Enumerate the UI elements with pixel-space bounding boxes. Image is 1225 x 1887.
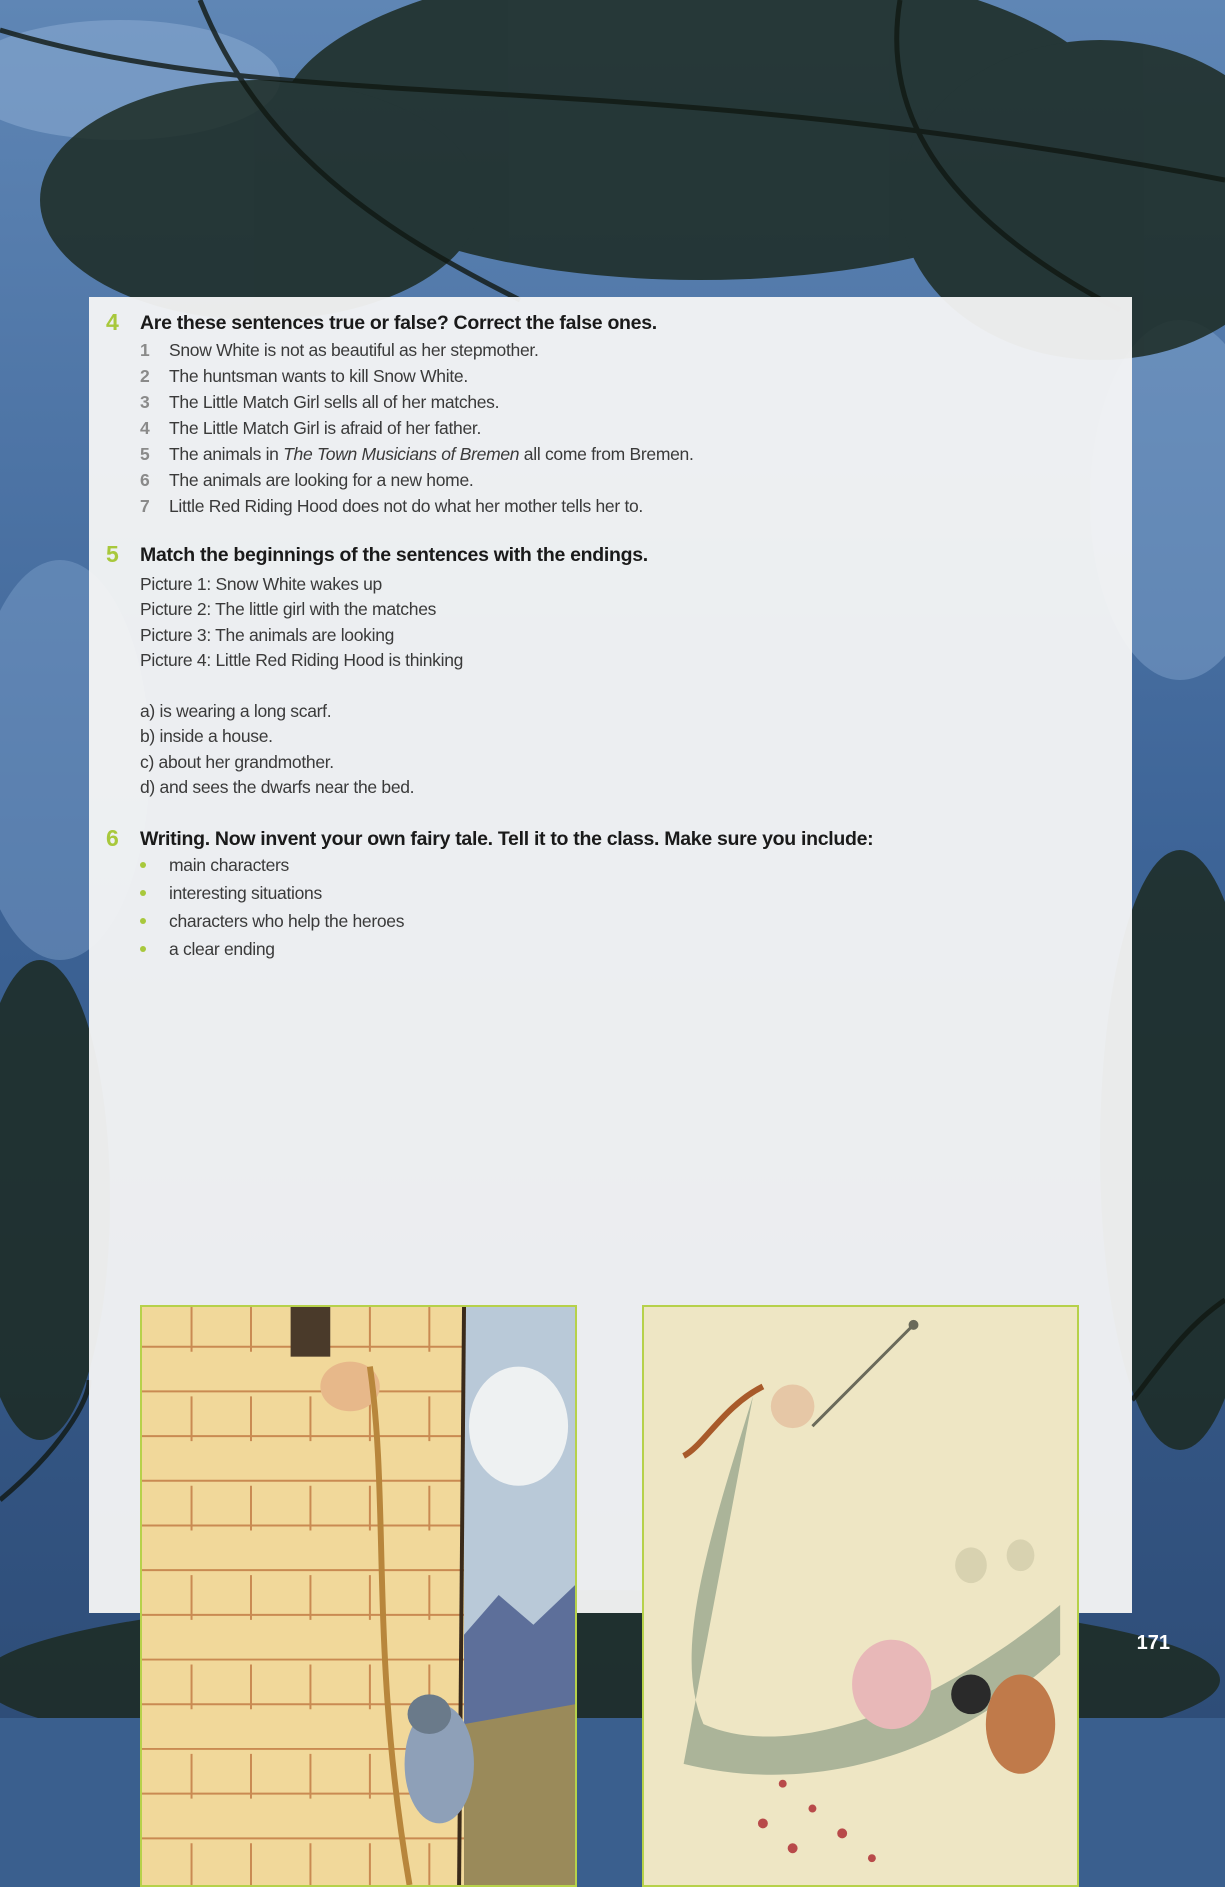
item-number: 4	[140, 418, 150, 438]
sentence-ending: c) about her grandmother.	[140, 752, 334, 772]
item-number: 1	[140, 340, 150, 360]
item-number: 6	[140, 470, 150, 490]
bullet-text: interesting situations	[169, 883, 322, 903]
tower-illustration	[140, 1305, 577, 1887]
worksheet-panel	[89, 297, 1132, 1613]
sentence-beginning: Picture 4: Little Red Riding Hood is thinking	[140, 650, 464, 670]
bullet-icon	[140, 946, 146, 952]
exercise-title: Writing. Now invent your own fairy tale. Tell it to the class. Make sure you include:	[140, 828, 874, 850]
sentence-beginning: Picture 1: Snow White wakes up	[140, 574, 382, 594]
item-text-pre: The animals in	[169, 444, 284, 464]
sentence-beginning: Picture 2: The little girl with the matches	[140, 599, 437, 619]
bullet-icon	[140, 890, 146, 896]
exercise-number: 5	[106, 541, 119, 567]
exercise-number: 4	[106, 309, 119, 335]
bullet-text: a clear ending	[169, 939, 275, 959]
sentence-ending: d) and sees the dwarfs near the bed.	[140, 777, 415, 797]
bullet-icon	[140, 918, 146, 924]
item-text: Snow White is not as beautiful as her stepmother.	[169, 340, 539, 360]
fairy-illustration	[642, 1305, 1079, 1887]
sentence-ending: a) is wearing a long scarf.	[140, 701, 332, 721]
item-number: 2	[140, 366, 150, 386]
item-number: 7	[140, 496, 150, 516]
page-number: 171	[1136, 1632, 1170, 1654]
sentence-ending: b) inside a house.	[140, 726, 273, 746]
item-text-post: all come from Bremen.	[519, 444, 694, 464]
bullet-text: characters who help the heroes	[169, 911, 405, 931]
exercise-title: Are these sentences true or false? Correct the false ones.	[140, 312, 657, 334]
item-text: The Little Match Girl is afraid of her father.	[169, 418, 482, 438]
item-number: 3	[140, 392, 150, 412]
exercise-number: 6	[106, 825, 119, 851]
exercise-title: Match the beginnings of the sentences with the endings.	[140, 544, 648, 566]
item-text: The animals are looking for a new home.	[169, 470, 474, 490]
item-text: The Little Match Girl sells all of her matches.	[169, 392, 500, 412]
item-text	[169, 441, 694, 467]
book-title: The Town Musicians of Bremen	[283, 444, 520, 464]
item-number: 5	[140, 444, 150, 464]
bullet-text: main characters	[169, 855, 289, 875]
bullet-icon	[140, 862, 146, 868]
item-text: The huntsman wants to kill Snow White.	[169, 366, 468, 386]
sentence-beginning: Picture 3: The animals are looking	[140, 625, 395, 645]
item-text: Little Red Riding Hood does not do what her mother tells her to.	[169, 496, 643, 516]
